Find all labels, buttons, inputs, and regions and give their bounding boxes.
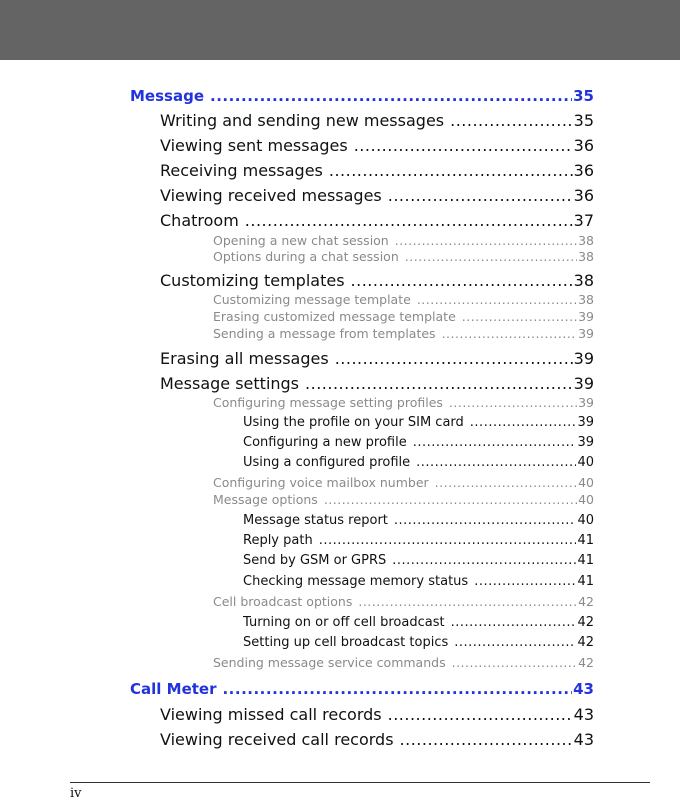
toc-entry-title: Options during a chat session <box>213 249 399 264</box>
toc-entry-page: 39 <box>573 374 594 393</box>
toc-entry-title: Viewing sent messages <box>160 136 348 155</box>
toc-entry[interactable] <box>160 373 594 395</box>
toc-entry-page: 41 <box>577 533 594 548</box>
toc-subsubentry[interactable] <box>243 614 594 632</box>
dot-leader <box>392 552 576 570</box>
toc-entry-page: 39 <box>577 415 594 430</box>
toc-section-heading[interactable] <box>130 679 594 699</box>
toc-entry-page: 39 <box>578 326 594 341</box>
toc-entry-title: Viewing received call records <box>160 730 394 749</box>
dot-leader <box>405 249 577 265</box>
toc-subentry[interactable] <box>213 292 594 308</box>
dot-leader <box>454 634 576 652</box>
dot-leader <box>351 270 573 292</box>
dot-leader <box>358 594 577 610</box>
toc-entry-title: Configuring a new profile <box>243 435 407 450</box>
dot-leader <box>245 210 573 232</box>
toc-entry-page: 41 <box>577 553 594 568</box>
toc-entry-title: Call Meter <box>130 680 217 698</box>
dot-leader <box>474 573 576 591</box>
toc-entry-page: 39 <box>578 395 594 410</box>
toc-subsubentry[interactable] <box>243 434 594 452</box>
dot-leader <box>394 512 577 530</box>
dot-leader <box>417 292 577 308</box>
toc-entry[interactable] <box>160 210 594 232</box>
toc-subentry[interactable] <box>213 326 594 342</box>
toc-entry-title: Message options <box>213 492 318 507</box>
toc-entry[interactable] <box>160 135 594 157</box>
dot-leader <box>335 348 573 370</box>
toc-entry-page: 40 <box>578 492 594 507</box>
toc-entry-title: Receiving messages <box>160 161 323 180</box>
dot-leader <box>449 395 577 411</box>
toc-entry-title: Message <box>130 87 204 105</box>
toc-subsubentry[interactable] <box>243 573 594 591</box>
toc-entry-page: 43 <box>573 680 594 698</box>
toc-entry[interactable] <box>160 729 594 751</box>
toc-entry-page: 38 <box>578 292 594 307</box>
toc-entry-page: 36 <box>573 186 594 205</box>
toc-entry-title: Configuring voice mailbox number <box>213 475 429 490</box>
toc-entry-page: 43 <box>573 705 594 724</box>
dot-leader <box>450 110 573 132</box>
toc-entry-page: 42 <box>577 615 594 630</box>
toc-entry-title: Viewing received messages <box>160 186 382 205</box>
dot-leader <box>413 434 577 452</box>
toc-entry[interactable] <box>160 110 594 132</box>
dot-leader <box>462 309 577 325</box>
toc-subsubentry[interactable] <box>243 552 594 570</box>
toc-entry-page: 41 <box>577 574 594 589</box>
toc-subentry[interactable] <box>213 475 594 491</box>
toc-entry-title: Checking message memory status <box>243 574 469 589</box>
toc-section-heading[interactable] <box>130 86 594 106</box>
toc-entry-title: Turning on or off cell broadcast <box>243 615 445 630</box>
dot-leader <box>324 492 577 508</box>
dot-leader <box>400 729 573 751</box>
toc-entry-title: Erasing customized message template <box>213 309 456 324</box>
toc-entry-title: Erasing all messages <box>160 349 329 368</box>
toc-entry[interactable] <box>160 185 594 207</box>
toc-entry-title: Reply path <box>243 533 313 548</box>
toc-entry-page: 39 <box>578 309 594 324</box>
toc-subsubentry[interactable] <box>243 532 594 550</box>
toc-subentry[interactable] <box>213 492 594 508</box>
dot-leader <box>319 532 577 550</box>
dot-leader <box>329 160 573 182</box>
toc-entry-title: Opening a new chat session <box>213 233 389 248</box>
toc-entry-title: Setting up cell broadcast topics <box>243 635 449 650</box>
dot-leader <box>222 679 572 699</box>
toc-subentry[interactable] <box>213 395 594 411</box>
dot-leader <box>388 704 573 726</box>
toc-entry-page: 42 <box>578 655 594 670</box>
dot-leader <box>210 86 572 106</box>
toc-entry-page: 38 <box>578 249 594 264</box>
dot-leader <box>470 414 577 432</box>
toc-subentry[interactable] <box>213 594 594 610</box>
toc-entry-page: 40 <box>577 513 594 528</box>
toc-entry-title: Message settings <box>160 374 300 393</box>
toc-entry-title: Configuring message setting profiles <box>213 395 443 410</box>
toc-entry-page: 37 <box>573 211 594 230</box>
dot-leader <box>442 326 578 342</box>
toc-subentry[interactable] <box>213 655 594 671</box>
toc-entry-title: Message status report <box>243 513 388 528</box>
toc-entry[interactable] <box>160 348 594 370</box>
toc-entry[interactable] <box>160 704 594 726</box>
toc-entry[interactable] <box>160 270 594 292</box>
toc-entry-page: 42 <box>578 594 594 609</box>
page-number: iv <box>70 786 82 801</box>
toc-entry-title: Writing and sending new messages <box>160 111 445 130</box>
dot-leader <box>452 655 578 671</box>
toc-entry-title: Customizing message template <box>213 292 411 307</box>
toc-entry-title: Sending a message from templates <box>213 326 436 341</box>
toc-entry-page: 35 <box>573 111 594 130</box>
toc-entry-page: 36 <box>573 161 594 180</box>
toc-entry-title: Chatroom <box>160 211 239 230</box>
toc-entry-page: 35 <box>573 87 594 105</box>
toc-subentry[interactable] <box>213 249 594 265</box>
toc-entry-title: Viewing missed call records <box>160 705 382 724</box>
footer-rule <box>70 782 650 783</box>
dot-leader <box>354 135 573 157</box>
toc-entry-title: Customizing templates <box>160 271 345 290</box>
toc-entry-page: 38 <box>573 271 594 290</box>
toc-entry-page: 38 <box>578 233 594 248</box>
toc-entry[interactable] <box>160 160 594 182</box>
toc-entry-title: Sending message service commands <box>213 655 446 670</box>
toc-entry-page: 39 <box>577 435 594 450</box>
dot-leader <box>388 185 573 207</box>
dot-leader <box>305 373 573 395</box>
toc-subentry[interactable] <box>213 309 594 325</box>
dot-leader <box>416 454 576 472</box>
dot-leader <box>451 614 577 632</box>
toc-entry-page: 36 <box>573 136 594 155</box>
toc-entry-title: Cell broadcast options <box>213 594 353 609</box>
toc-entry-page: 40 <box>578 475 594 490</box>
toc-subsubentry[interactable] <box>243 414 594 432</box>
toc-subentry[interactable] <box>213 233 594 249</box>
dot-leader <box>395 233 577 249</box>
toc-entry-page: 40 <box>577 455 594 470</box>
dot-leader <box>435 475 577 491</box>
toc-entry-page: 43 <box>573 730 594 749</box>
toc-entry-page: 42 <box>577 635 594 650</box>
toc-subsubentry[interactable] <box>243 454 594 472</box>
toc-entry-title: Send by GSM or GPRS <box>243 553 387 568</box>
toc-subsubentry[interactable] <box>243 634 594 652</box>
toc-entry-title: Using the profile on your SIM card <box>243 415 464 430</box>
toc-entry-page: 39 <box>573 349 594 368</box>
toc-subsubentry[interactable] <box>243 512 594 530</box>
toc-entry-title: Using a configured profile <box>243 455 411 470</box>
